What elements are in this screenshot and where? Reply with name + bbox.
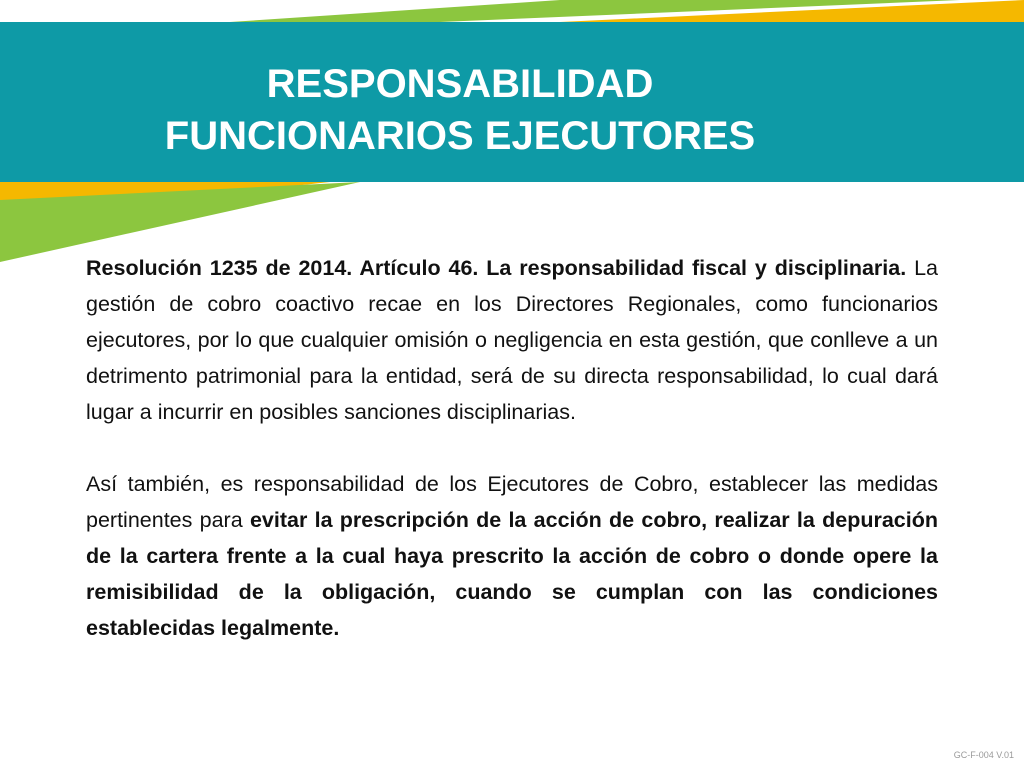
document-code: GC-F-004 V.01 [953, 750, 1014, 760]
paragraph-2-bold: evitar la prescripción de la acción de cobro, realizar la depuración de la cartera frente a la cual haya prescrito la acción de cobro o donde opere la remisibilidad de la obligación, cuando se cumplan con las condiciones establecidas legalmente. [86, 508, 939, 640]
paragraph-2 [86, 466, 938, 646]
slide-title [0, 58, 920, 162]
paragraph-1-text: La gestión de cobro coactivo recae en los Directores Regionales, como funcionarios ejecutores, por lo que cualquier omisión o negligencia en esta gestión, que conlleve a un detrimento patrimonial para la entidad, será de su directa responsabilidad, lo cual dará lugar a incurrir en posibles sanciones disciplinarias. [86, 256, 938, 424]
paragraph-1 [86, 250, 938, 430]
paragraph-1-bold-lead: Resolución 1235 de 2014. Artículo 46. La responsabilidad fiscal y disciplinaria. [86, 256, 907, 280]
slide-body [86, 250, 938, 646]
paragraph-2-text: Así también, es responsabilidad de los Ejecutores de Cobro, establecer las medidas pertinentes para [86, 472, 938, 532]
title-line-2: FUNCIONARIOS EJECUTORES [164, 114, 756, 158]
title-line-1: RESPONSABILIDAD [266, 62, 654, 106]
